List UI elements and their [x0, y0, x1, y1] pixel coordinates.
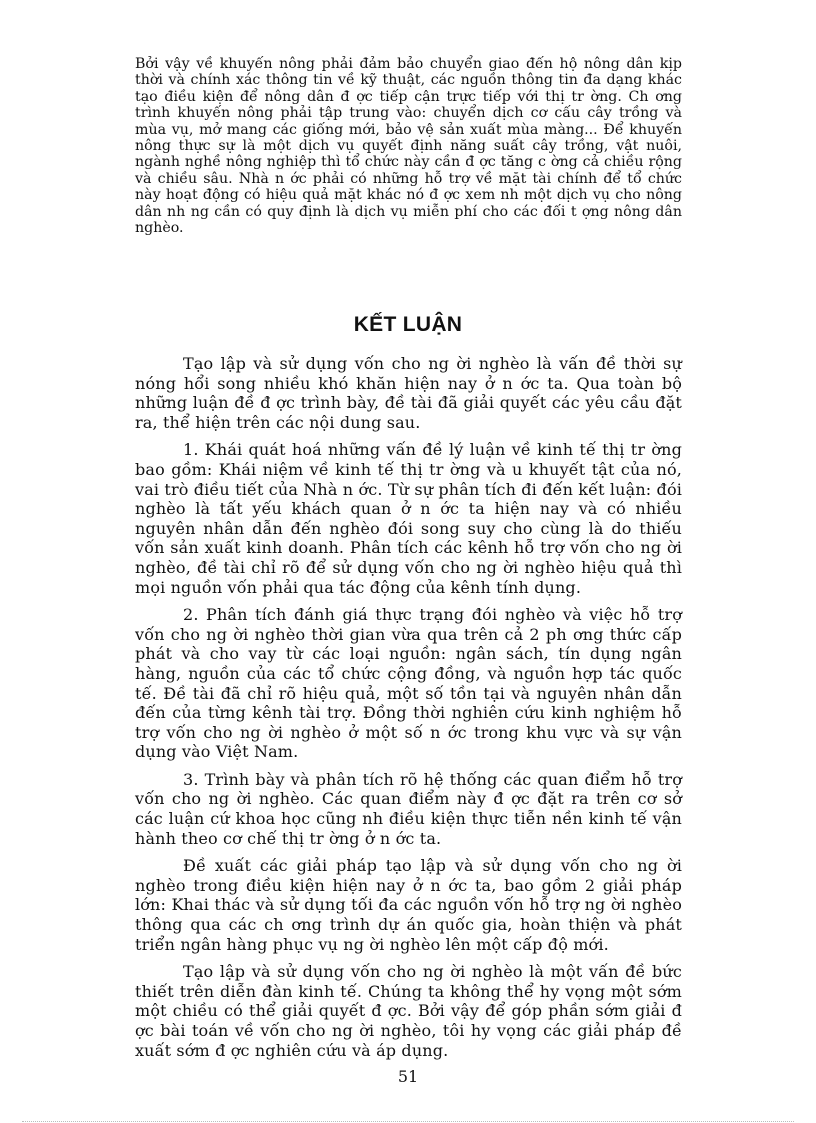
conclusion-paragraph-solutions: Đề xuất các giải pháp tạo lập và sử dụng vốn cho ng ời nghèo trong điều kiện hiện nay ở n ớc ta, bao gồm 2 giải pháp lớn: Khai thác và sử dụng tối đa các nguồn vốn hỗ trợ ng ời nghèo thông qua các ch ơng trình dự án quốc gia, hoàn thiện và phát triển ngân hàng phục vụ ng ời nghèo lên một cấp độ mới. — [135, 856, 682, 954]
intro-paragraph: Bởi vậy về khuyến nông phải đảm bảo chuyển giao đến hộ nông dân kịp thời và chính xác thông tin về kỹ thuật, các nguồn thông tin đa dạng khác tạo điều kiện để nông dân đ ợc tiếp cận trực tiếp với thị tr ờng. Ch ơng trình khuyến nông phải tập trung vào: chuyển dịch cơ cấu cây trồng và mùa vụ, mở mang các giống mới, bảo vệ sản xuất mùa màng... Để khuyến nông thực sự là một dịch vụ quyết định năng suất cây trồng, vật nuôi, ngành nghề nông nghiệp thì tổ chức này cần đ ợc tăng c ờng cả chiều rộng và chiều sâu. Nhà n ớc phải có những hỗ trợ về mặt tài chính để tổ chức này hoạt động có hiệu quả mặt khác nó đ ợc xem nh một dịch vụ cho nông dân nh ng cần có quy định là dịch vụ miễn phí cho các đối t ợng nông dân nghèo. — [135, 56, 682, 237]
section-heading: KẾT LUẬN — [353, 313, 463, 336]
footer-divider — [22, 1121, 794, 1122]
page-number: 51 — [397, 1067, 419, 1086]
conclusion-paragraph-1: 1. Khái quát hoá những vấn đề lý luận về kinh tế thị tr ờng bao gồm: Khái niệm về kinh tế thị tr ờng và u khuyết tật của nó, vai trò điều tiết của Nhà n ớc. Từ sự phân tích đi đến kết luận: đói nghèo là tất yếu khách quan ở n ớc ta hiện nay và có nhiều nguyên nhân dẫn đến nghèo đói song suy cho cùng là do thiếu vốn sản xuất kinh doanh. Phân tích các kênh hỗ trợ vốn cho ng ời nghèo, đề tài chỉ rõ để sử dụng vốn cho ng ời nghèo hiệu quả thì mọi nguồn vốn phải qua tác động của kênh tính dụng. — [135, 440, 683, 597]
conclusion-paragraph-2: 2. Phân tích đánh giá thực trạng đói nghèo và việc hỗ trợ vốn cho ng ời nghèo thời gian vừa qua trên cả 2 ph ơng thức cấp phát và cho vay từ các loại nguồn: ngân sách, tín dụng ngân hàng, nguồn của các tổ chức cộng đồng, và nguồn hợp tác quốc tế. Đề tài đã chỉ rõ hiệu quả, một số tồn tại và nguyên nhân dẫn đến của từng kênh tài trợ. Đồng thời nghiên cứu kinh nghiệm hỗ trợ vốn cho ng ời nghèo ở một số n ớc trong khu vực và sự vận dụng vào Việt Nam. — [135, 605, 682, 762]
conclusion-paragraph-3: 3. Trình bày và phân tích rõ hệ thống các quan điểm hỗ trợ vốn cho ng ời nghèo. Các quan điểm này đ ợc đặt ra trên cơ sở các luận cứ khoa học cũng nh điều kiện thực tiễn nền kinh tế vận hành theo cơ chế thị tr ờng ở n ớc ta. — [135, 769, 682, 848]
conclusion-paragraph-intro: Tạo lập và sử dụng vốn cho ng ời nghèo là vấn đề thời sự nóng hổi song nhiều khó khăn hiện nay ở n ớc ta. Qua toàn bộ những luận đề đ ợc trình bày, đề tài đã giải quyết các yêu cầu đặt ra, thể hiện trên các nội dung sau. — [135, 354, 682, 432]
conclusion-body — [135, 354, 682, 1068]
conclusion-paragraph-closing: Tạo lập và sử dụng vốn cho ng ời nghèo là một vấn đề bức thiết trên diễn đàn kinh tế. Chúng ta không thể hy vọng một sớm một chiều có thể giải quyết đ ợc. Bởi vậy để góp phần sớm giải đ ợc bài toán về vốn cho ng ời nghèo, tôi hy vọng các giải pháp đề xuất sớm đ ợc nghiên cứu và áp dụng. — [135, 962, 682, 1060]
